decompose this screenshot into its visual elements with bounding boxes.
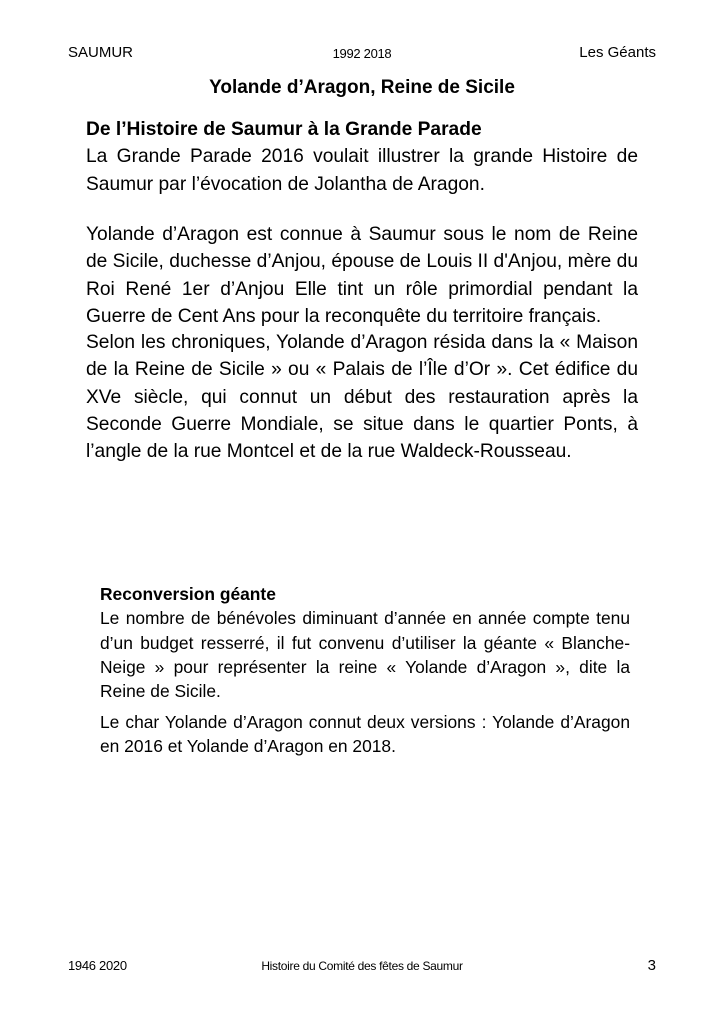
section-reconversion [100,582,630,703]
header-right-text: Les Géants [579,44,656,61]
section-history-heading: De l’Histoire de Saumur à la Grande Parade [86,119,482,140]
page-title: Yolande d’Aragon, Reine de Sicile [209,77,515,98]
section-reconversion-heading: Reconversion géante [100,584,276,604]
section-history-block [86,329,638,465]
section-reconversion-block [100,710,630,759]
footer-left-text: 1946 2020 [68,958,127,973]
section-history-block [86,221,638,330]
header-left-text: SAUMUR [68,44,134,61]
header-center-text: 1992 2018 [332,46,392,61]
section-reconversion-paragraph: Le nombre de bénévoles diminuant d’année en année compte tenu d’un budget resserré, il fut convenu d’utiliser la géante « Blanche-Neige » pour représenter la reine « Yolande d’Aragon », dite la Reine de Sicile. [100,608,630,702]
section-history-paragraph: Yolande d’Aragon est connue à Saumur sous le nom de Reine de Sicile, duchesse d’Anjou, épouse de Louis II d'Anjou, mère du Roi René 1er d’Anjou Elle tint un rôle primordial pendant la Guerre de Cent Ans pour la reconquête du territoire français. [86,224,638,327]
page-number: 3 [647,957,656,974]
section-reconversion-paragraph: Le char Yolande d’Aragon connut deux versions : Yolande d’Aragon en 2016 et Yolande d’Aragon en 2018. [100,712,630,757]
footer-center-text: Histoire du Comité des fêtes de Saumur [261,959,463,973]
section-history-paragraph: La Grande Parade 2016 voulait illustrer la grande Histoire de Saumur par l’évocation de Jolantha de Aragon. [86,146,638,195]
section-history-paragraph: Selon les chroniques, Yolande d’Aragon résida dans la « Maison de la Reine de Sicile » ou « Palais de l’Île d’Or ». Cet édifice du XVe siècle, qui connut un début des restauration après la Seconde Guerre Mondiale, se situe dans le quartier Ponts, à l’angle de la rue Montcel et de la rue Waldeck-Rousseau. [86,332,638,463]
section-history [86,116,638,198]
